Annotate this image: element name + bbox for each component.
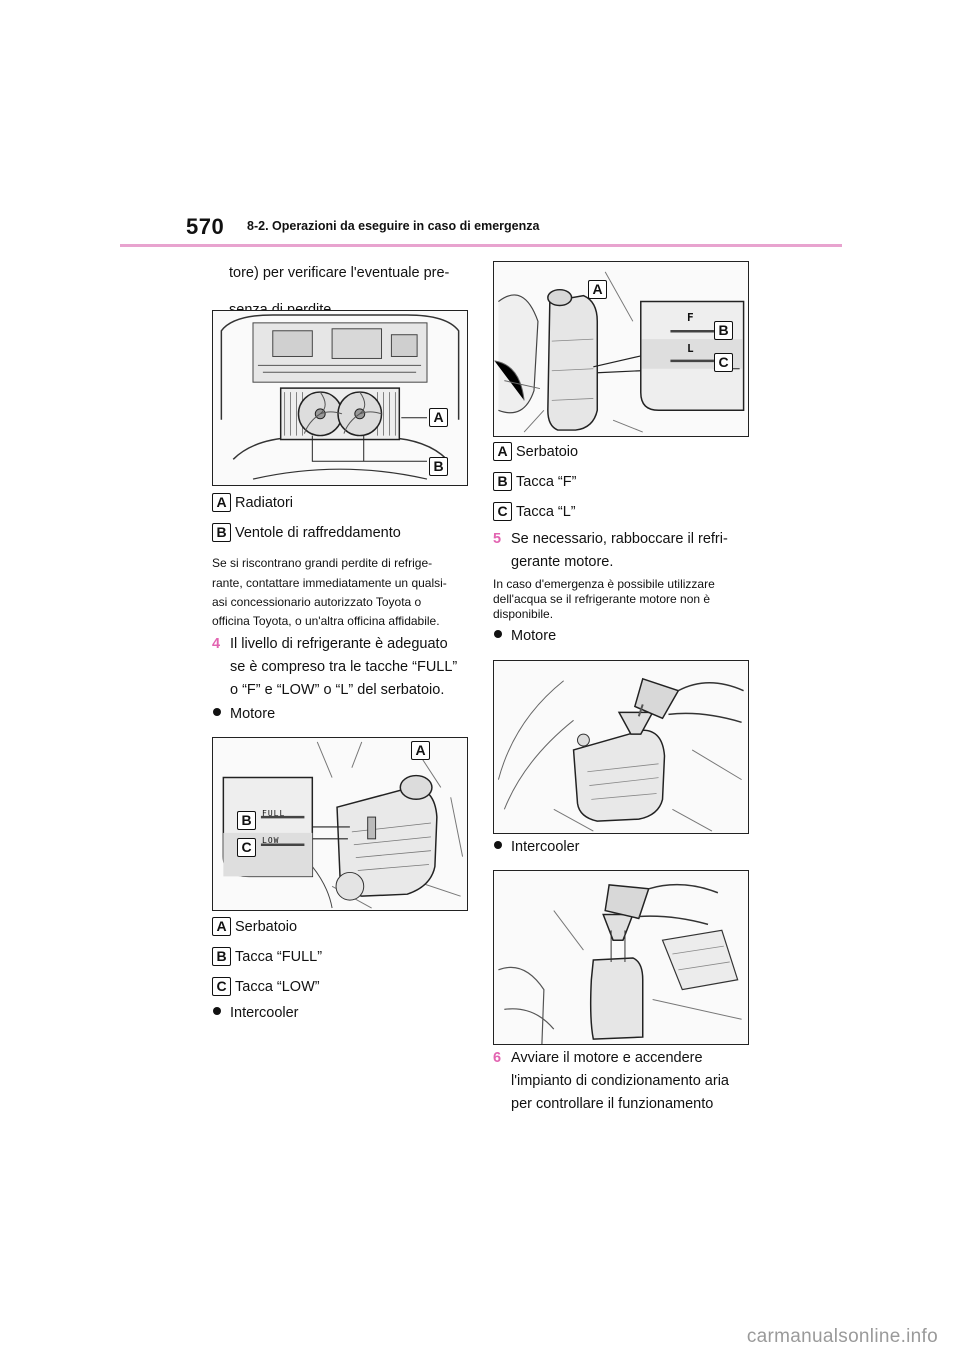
bullet-text: Intercooler xyxy=(230,1005,299,1021)
legend-text: Tacca “FULL” xyxy=(235,949,323,965)
callout-c: C xyxy=(237,838,256,857)
legend-item xyxy=(212,523,401,543)
legend-letter: B xyxy=(212,947,231,966)
note-line: asi concessionario autorizzato Toyota o xyxy=(212,595,422,609)
legend-text: Radiatori xyxy=(235,495,294,511)
note-line: In caso d'emergenza è possibile utilizzare xyxy=(493,577,715,591)
step-number: 5 xyxy=(493,531,502,547)
legend-item xyxy=(212,917,297,937)
step-text-line: l'impianto di condizionamento aria xyxy=(511,1073,729,1089)
bullet-icon xyxy=(213,1007,221,1015)
callout-b: B xyxy=(714,321,733,340)
legend-letter: A xyxy=(212,917,231,936)
step-text: Avviare il motore e accendere xyxy=(511,1050,703,1066)
legend-item xyxy=(212,493,293,513)
note-line: rante, contattare immediatamente un qualsi- xyxy=(212,576,447,590)
bullet-item xyxy=(494,626,556,646)
legend-item xyxy=(493,472,576,492)
legend-item xyxy=(212,947,322,967)
legend-text: Serbatoio xyxy=(516,444,579,460)
legend-text: Tacca “LOW” xyxy=(235,979,320,995)
header-rule xyxy=(120,244,842,247)
full-mark-label: FULL xyxy=(262,809,286,818)
note-line: Se si riscontrano grandi perdite di refrige- xyxy=(212,556,433,570)
legend-text: Tacca “F” xyxy=(516,474,577,490)
step-text-line: gerante motore. xyxy=(511,554,614,570)
legend-text: Ventole di raffreddamento xyxy=(235,525,401,541)
note-line: disponibile. xyxy=(493,607,554,621)
bullet-text: Intercooler xyxy=(511,839,580,855)
note-line: dell'acqua se il refrigerante motore non è xyxy=(493,592,711,606)
legend-item xyxy=(493,502,576,522)
legend-letter: B xyxy=(212,523,231,542)
step-6 xyxy=(493,1048,703,1068)
intercooler-reservoir-illustration xyxy=(494,262,748,436)
step-number: 4 xyxy=(212,636,221,652)
f-mark-label: F xyxy=(687,311,694,324)
section-title: 8-2. Operazioni da eseguire in caso di emergenza xyxy=(247,219,540,233)
bullet-text: Motore xyxy=(230,706,276,722)
page-number: 570 xyxy=(186,214,225,239)
legend-letter: C xyxy=(212,977,231,996)
engine-refill-figure xyxy=(493,660,749,834)
bullet-item xyxy=(213,1003,299,1023)
legend-text: Tacca “L” xyxy=(516,504,576,520)
legend-letter: A xyxy=(493,442,512,461)
callout-a: A xyxy=(588,280,607,299)
legend-letter: A xyxy=(212,493,231,512)
intercooler-refill-figure xyxy=(493,870,749,1045)
step-text-line: per controllare il funzionamento xyxy=(511,1096,714,1112)
low-mark-label: LOW xyxy=(262,836,280,845)
step-text-line: o “F” e “LOW” o “L” del serbatoio. xyxy=(230,682,445,698)
callout-c: C xyxy=(714,353,733,372)
bullet-item xyxy=(213,704,275,724)
legend-item xyxy=(493,442,578,462)
intro-text-line: tore) per verificare l'eventuale pre- xyxy=(229,265,450,281)
l-mark-label: L xyxy=(687,342,694,355)
intercooler-refill-illustration xyxy=(494,871,748,1044)
bullet-item xyxy=(494,837,580,857)
callout-a: A xyxy=(411,741,430,760)
step-4 xyxy=(212,634,448,654)
legend-letter: B xyxy=(493,472,512,491)
bullet-icon xyxy=(494,841,502,849)
watermark: carmanualsonline.info xyxy=(746,1326,938,1347)
step-text-line: se è compreso tra le tacche “FULL” xyxy=(230,659,458,675)
step-number: 6 xyxy=(493,1050,502,1066)
step-text: Il livello di refrigerante è adeguato xyxy=(230,636,448,652)
legend-item xyxy=(212,977,320,997)
intercooler-reservoir-figure xyxy=(493,261,749,437)
bullet-text: Motore xyxy=(511,628,557,644)
bullet-icon xyxy=(213,708,221,716)
callout-b: B xyxy=(237,811,256,830)
callout-b: B xyxy=(429,457,448,476)
legend-text: Serbatoio xyxy=(235,919,298,935)
note-line: officina Toyota, o un'altra officina affidabile. xyxy=(212,614,440,628)
bullet-icon xyxy=(494,630,502,638)
legend-letter: C xyxy=(493,502,512,521)
callout-a: A xyxy=(429,408,448,427)
step-text: Se necessario, rabboccare il refri- xyxy=(511,531,728,547)
step-5 xyxy=(493,529,728,549)
engine-refill-illustration xyxy=(494,661,748,833)
